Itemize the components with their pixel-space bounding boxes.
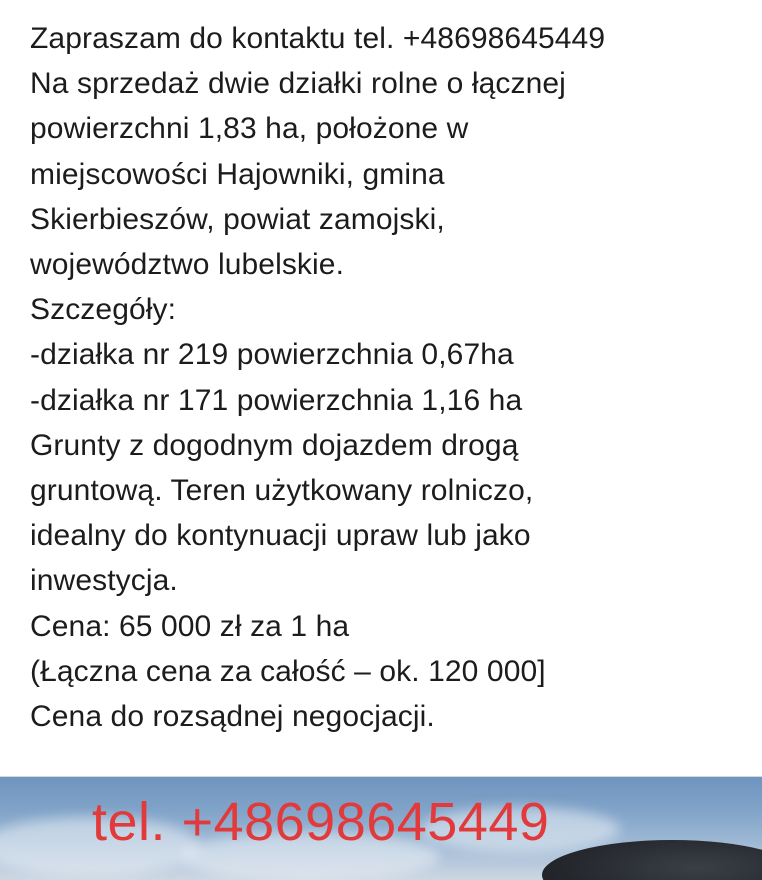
total-price-line: (Łączna cena za całość – ok. 120 000] xyxy=(30,654,546,688)
description-line: miejscowości Hajowniki, gmina xyxy=(30,157,445,191)
negotiation-line: Cena do rozsądnej negocjacji. xyxy=(30,700,435,734)
description-line: województwo lubelskie. xyxy=(30,248,345,282)
description-line: inwestycja. xyxy=(30,564,178,598)
description-line: Grunty z dogodnym dojazdem drogą xyxy=(30,428,519,462)
attached-photo[interactable] xyxy=(0,777,762,880)
description-line: Skierbieszów, powiat zamojski, xyxy=(30,202,445,236)
plot-detail-line: -działka nr 171 powierzchnia 1,16 ha xyxy=(30,383,523,417)
description-line: Na sprzedaż dwie działki rolne o łącznej xyxy=(30,67,566,101)
contact-line: Zapraszam do kontaktu tel. +48698645449 xyxy=(30,22,606,55)
phone-number-overlay: tel. +48698645449 xyxy=(92,792,550,852)
price-line: Cena: 65 000 zł za 1 ha xyxy=(30,609,350,643)
description-line: gruntową. Teren użytkowany rolniczo, xyxy=(30,474,534,508)
description-line: powierzchni 1,83 ha, położone w xyxy=(30,112,469,146)
details-heading: Szczegóły: xyxy=(30,293,177,327)
plot-detail-line: -działka nr 219 powierzchnia 0,67ha xyxy=(30,338,514,372)
description-line: idealny do kontynuacji upraw lub jako xyxy=(30,519,531,553)
